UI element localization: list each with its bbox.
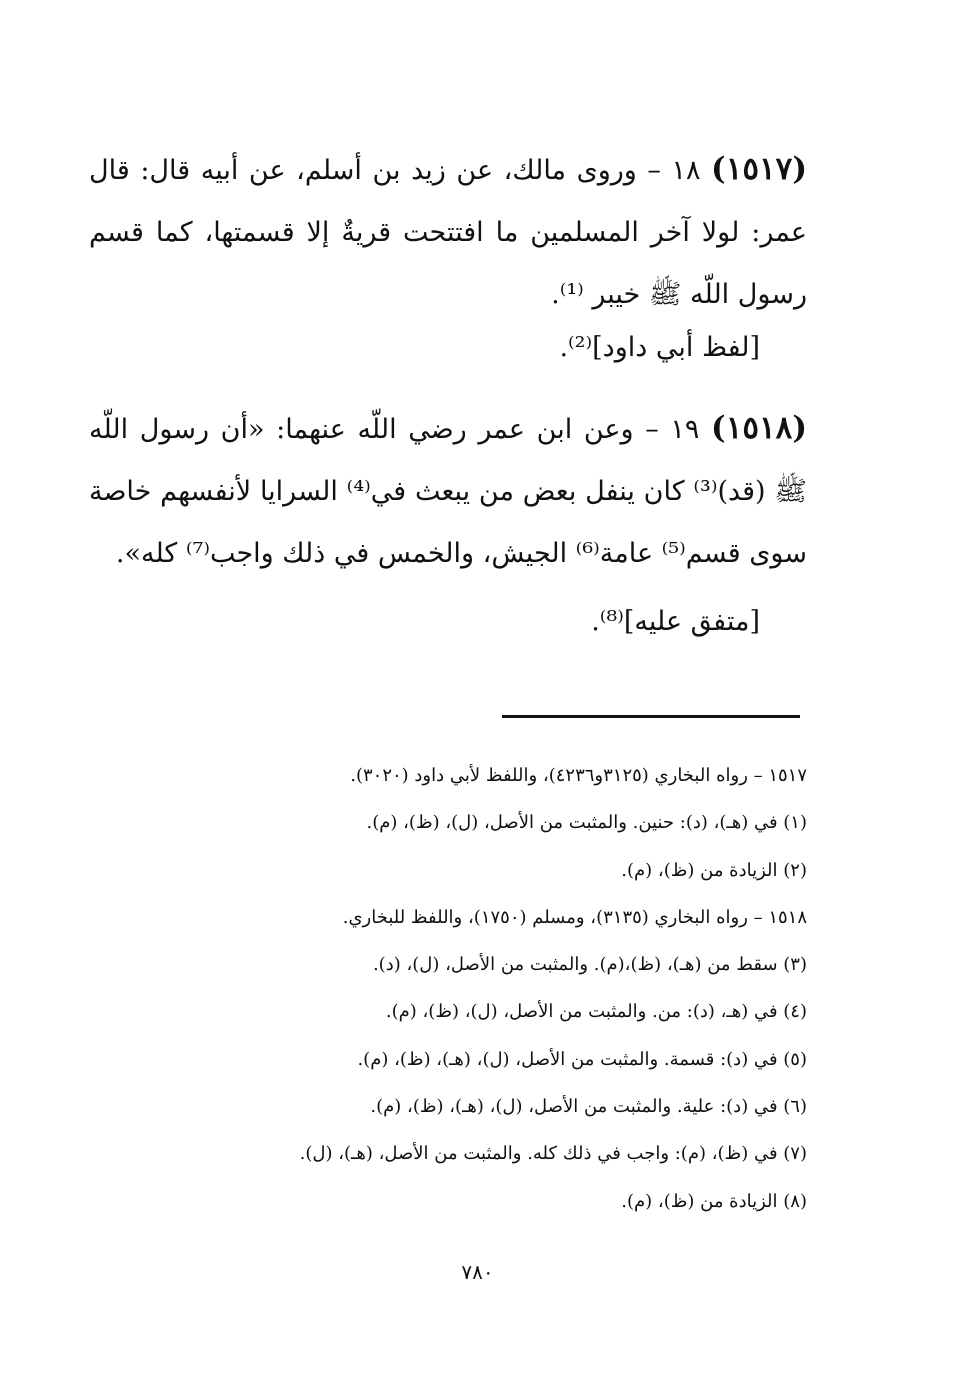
footnote: ١٥١٨ – رواه البخاري (٣١٣٥)، ومسلم (١٧٥٠)، واللفظ للبخاري. xyxy=(342,906,807,928)
hadith-source: [لفظ أبي داود]⁽²⁾. xyxy=(559,332,760,363)
hadith-number: (١٥١٨) xyxy=(711,410,807,446)
footnote: (٨) الزيادة من (ظ)، (م). xyxy=(621,1190,807,1212)
hadith-1518 xyxy=(89,397,807,585)
footnote: (٣) سقط من (هـ)، (ظ)،(م). والمثبت من الأصل، (ل)، (د). xyxy=(372,954,807,976)
hadith-text: ١٨ – وروى مالك، عن زيد بن أسلم، عن أبيه قال: قال عمر: لولا آخر المسلمين ما افتتحت قريةٌ إلا قسمتها، كما قسم رسول اللّه ﷺ خيبر ⁽¹⁾. xyxy=(89,155,807,310)
footnote: (٦) في (د): علية. والمثبت من الأصل، (ل)، (هـ)، (ظ)، (م). xyxy=(370,1096,807,1118)
hadith-1517 xyxy=(89,138,807,326)
footnote: (٧) في (ظ)، (م): واجب في ذلك كله. والمثبت من الأصل، (هـ)، (ل). xyxy=(299,1143,807,1165)
hadith-source: [متفق عليه]⁽⁸⁾. xyxy=(591,606,760,637)
footnote: (٤) في (هـ، (د): من. والمثبت من الأصل، (ل)، (ظ)، (م). xyxy=(385,1001,807,1023)
footnote-divider xyxy=(502,715,800,718)
footnotes xyxy=(89,752,807,1225)
hadith-text: ١٩ – وعن ابن عمر رضي اللّه عنهما: «أن رسول اللّه ﷺ (قد)⁽³⁾ كان ينفل بعض من يبعث في⁽⁴⁾ السرايا لأنفسهم خاصة سوى قسم⁽⁵⁾ عامة⁽⁶⁾ الجيش، والخمس في ذلك واجب⁽⁷⁾ كله». xyxy=(89,414,807,569)
footnote: ١٥١٧ – رواه البخاري (٣١٢٥و٤٢٣٦)، واللفظ لأبي داود (٣٠٢٠). xyxy=(350,765,807,786)
footnote: (١) في (هـ)، (د): حنين. والمثبت من الأصل، (ل)، (ظ)، (م). xyxy=(366,812,807,834)
footnote: (٢) الزيادة من (ظ)، (م). xyxy=(621,859,807,881)
page-number: ٧٨٠ xyxy=(461,1260,494,1284)
footnote: (٥) في (د): قسمة. والمثبت من الأصل، (ل)، (هـ)، (ظ)، (م). xyxy=(357,1048,807,1070)
hadith-number: (١٥١٧) xyxy=(711,151,807,187)
